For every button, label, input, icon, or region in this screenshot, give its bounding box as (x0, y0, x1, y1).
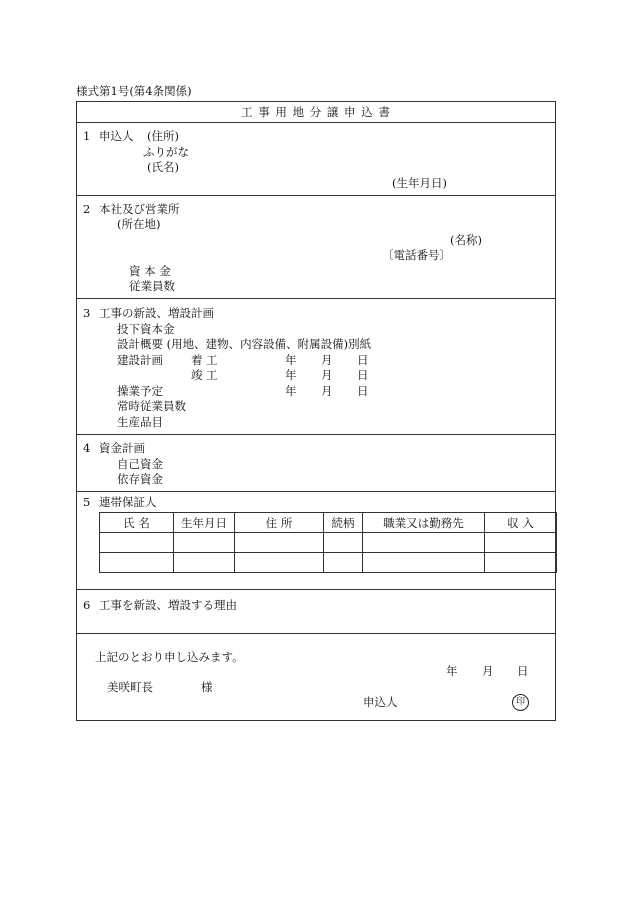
s4-label: 資金計画 (99, 441, 145, 455)
s3-finish-day: 日 (357, 368, 369, 382)
col-occupation: 職業又は勤務先 (363, 513, 485, 533)
col-address: 住 所 (235, 513, 324, 533)
s3-number: 3 (83, 306, 91, 320)
cell-income[interactable] (485, 533, 557, 553)
col-name: 氏 名 (100, 513, 174, 533)
s2-location: (所在地) (117, 217, 161, 231)
s1-furigana: ふりがな (143, 145, 189, 159)
form-number: 様式第1号(第4条関係) (76, 84, 192, 98)
cell-name[interactable] (100, 533, 174, 553)
divider (77, 633, 555, 634)
s3-start-month: 月 (321, 353, 333, 367)
guarantor-table (99, 512, 557, 573)
application-form (76, 101, 556, 721)
addressee: 美咲町長 (107, 680, 153, 694)
s5-label: 連帯保証人 (99, 495, 157, 509)
table-header-row (100, 513, 557, 533)
s1-number: 1 (83, 129, 91, 143)
s3-start: 着 工 (191, 353, 218, 367)
cell-relation[interactable] (324, 533, 363, 553)
s3-product: 生産品目 (117, 415, 163, 429)
table-row (100, 553, 557, 573)
seal-icon: 印 (512, 694, 529, 711)
addressee-honorific: 様 (201, 680, 213, 694)
col-income: 収 入 (485, 513, 557, 533)
cell-address[interactable] (235, 533, 324, 553)
s3-finish-year: 年 (285, 368, 297, 382)
s2-employees: 従業員数 (129, 279, 175, 293)
s1-label: 申込人 (99, 129, 134, 143)
s3-staff: 常時従業員数 (117, 399, 186, 413)
s4-borrowed-funds: 依存資金 (117, 472, 163, 486)
applicant-label: 申込人 (363, 695, 398, 709)
divider (77, 195, 555, 196)
cell-birthdate[interactable] (174, 553, 235, 573)
s4-number: 4 (83, 441, 91, 455)
cell-income[interactable] (485, 553, 557, 573)
s3-operation-year: 年 (285, 384, 297, 398)
s3-finish: 竣 工 (191, 368, 218, 382)
footer-day: 日 (517, 664, 529, 678)
s1-name: (氏名) (147, 160, 179, 174)
cell-occupation[interactable] (363, 553, 485, 573)
col-birthdate: 生年月日 (174, 513, 235, 533)
s3-start-day: 日 (357, 353, 369, 367)
s6-label: 工事を新設、増設する理由 (99, 598, 237, 612)
s2-phone: 〔電話番号〕 (382, 248, 451, 262)
s3-label: 工事の新設、増設計画 (99, 306, 214, 320)
cell-birthdate[interactable] (174, 533, 235, 553)
statement: 上記のとおり申し込みます。 (95, 650, 244, 664)
s3-start-year: 年 (285, 353, 297, 367)
footer-month: 月 (482, 664, 494, 678)
divider (77, 122, 555, 123)
form-title: 工 事 用 地 分 譲 申 込 書 (241, 105, 391, 119)
s3-finish-month: 月 (321, 368, 333, 382)
s2-label: 本社及び営業所 (99, 202, 180, 216)
s1-address: (住所) (147, 129, 179, 143)
table-row (100, 533, 557, 553)
s5-number: 5 (83, 495, 91, 509)
divider (77, 434, 555, 435)
s3-operation: 操業予定 (117, 384, 163, 398)
s2-company-name: (名称) (450, 233, 482, 247)
s2-capital: 資 本 金 (129, 264, 171, 278)
s3-design: 設計概要 (用地、建物、内容設備、附属設備)別紙 (117, 337, 372, 351)
cell-name[interactable] (100, 553, 174, 573)
s4-own-funds: 自己資金 (117, 457, 163, 471)
col-relation: 続柄 (324, 513, 363, 533)
s3-plan: 建設計画 (117, 353, 163, 367)
cell-address[interactable] (235, 553, 324, 573)
s3-operation-day: 日 (357, 384, 369, 398)
s3-operation-month: 月 (321, 384, 333, 398)
divider (77, 298, 555, 299)
divider (77, 491, 555, 492)
s1-birth: (生年月日) (392, 176, 447, 190)
s2-number: 2 (83, 202, 91, 216)
s6-number: 6 (83, 598, 91, 612)
cell-relation[interactable] (324, 553, 363, 573)
footer-year: 年 (446, 664, 458, 678)
cell-occupation[interactable] (363, 533, 485, 553)
s3-investment: 投下資本金 (117, 322, 175, 336)
divider (77, 589, 555, 590)
